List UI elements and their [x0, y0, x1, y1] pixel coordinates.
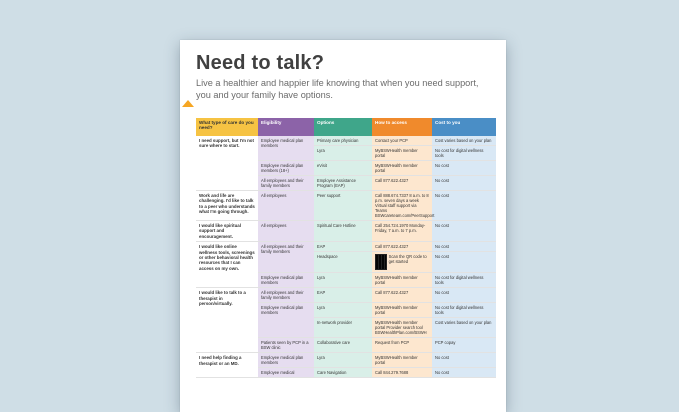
- cost-cell: Cost varies based on your plan: [432, 318, 496, 338]
- access-cell: [372, 252, 432, 273]
- table-row: [196, 191, 496, 221]
- cost-cell: No cost: [432, 221, 496, 242]
- option-cell: Collaborative care: [314, 338, 372, 353]
- cost-cell: No cost: [432, 353, 496, 368]
- option-cell: Peer support: [314, 191, 372, 221]
- option-cell: Lyra: [314, 273, 372, 288]
- table-row: [196, 242, 496, 252]
- eligibility-cell: Employee medical plan members: [258, 353, 314, 368]
- qr-instruction: Scan the QR code to get started: [388, 254, 427, 265]
- page-subtitle: Live a healthier and happier life knowing that when you need support, you and your family have options.: [196, 78, 479, 100]
- header-how-to-access: How to access: [372, 118, 432, 136]
- option-cell: EAP: [314, 288, 372, 303]
- access-cell: MyBSWHealth member portal: [372, 353, 432, 368]
- page-title: Need to talk?: [196, 52, 325, 74]
- access-cell: MyBSWHealth member portal: [372, 161, 432, 176]
- option-cell: Lyra: [314, 353, 372, 368]
- cost-cell: No cost for digital wellness tools: [432, 303, 496, 318]
- eligibility-cell: All employees and their family members: [258, 288, 314, 303]
- qr-code-icon[interactable]: [375, 254, 387, 270]
- care-need-cell: I need support, but I'm not sure where to start.: [196, 136, 258, 191]
- option-cell: Lyra: [314, 303, 372, 318]
- option-cell: Care Navigation: [314, 368, 372, 378]
- eligibility-cell: All employees: [258, 221, 314, 242]
- eligibility-cell: All employees and their family members: [258, 242, 314, 273]
- option-cell: Spiritual Care Hotline: [314, 221, 372, 242]
- cost-cell: No cost: [432, 176, 496, 191]
- header-care-type: What type of care do you need?: [196, 118, 258, 136]
- cost-cell: PCP copay: [432, 338, 496, 353]
- access-cell: Call 844.279.7688: [372, 368, 432, 378]
- care-options-table: [196, 118, 496, 378]
- cost-cell: No cost: [432, 288, 496, 303]
- accent-triangle-icon: [182, 100, 194, 107]
- cost-cell: No cost: [432, 242, 496, 252]
- option-cell: EAP: [314, 242, 372, 252]
- table-row: [196, 288, 496, 303]
- option-cell: eVisit: [314, 161, 372, 176]
- option-cell: Primary care physician: [314, 136, 372, 146]
- eligibility-cell: Employee medical plan members: [258, 303, 314, 338]
- care-need-cell: I need help finding a therapist or an MD.: [196, 353, 258, 378]
- cost-cell: No cost: [432, 252, 496, 273]
- table-header-row: [196, 118, 496, 136]
- option-cell: Lyra: [314, 146, 372, 161]
- care-need-cell: I would like spiritual support and encouragement.: [196, 221, 258, 242]
- table-row: [196, 136, 496, 146]
- eligibility-cell: Employee medical plan members: [258, 273, 314, 288]
- table-row: [196, 353, 496, 368]
- care-need-cell: I would like to talk to a therapist in person/virtually.: [196, 288, 258, 353]
- eligibility-cell: Employee medical: [258, 368, 314, 378]
- access-cell: Call 877.622.4327: [372, 176, 432, 191]
- access-cell: Contact your PCP: [372, 136, 432, 146]
- option-cell: In-network provider: [314, 318, 372, 338]
- cost-cell: No cost: [432, 191, 496, 221]
- access-cell: Call 877.622.4327: [372, 242, 432, 252]
- eligibility-cell: Employee medical plan members (18+): [258, 161, 314, 176]
- access-cell: MyBSWHealth member portal Provider search tool BSWHealthPlan.com/BSWH: [372, 318, 432, 338]
- eligibility-cell: All employees: [258, 191, 314, 221]
- access-cell: MyBSWHealth member portal: [372, 146, 432, 161]
- cost-cell: No cost: [432, 368, 496, 378]
- access-cell: MyBSWHealth member portal: [372, 273, 432, 288]
- header-options: Options: [314, 118, 372, 136]
- flyer-page: [180, 40, 506, 412]
- cost-cell: Cost varies based on your plan: [432, 136, 496, 146]
- table-row: [196, 221, 496, 242]
- eligibility-cell: All employees and their family members: [258, 176, 314, 191]
- cost-cell: No cost for digital wellness tools: [432, 146, 496, 161]
- cost-cell: No cost: [432, 161, 496, 176]
- access-cell: MyBSWHealth member portal: [372, 303, 432, 318]
- option-cell: Headspace: [314, 252, 372, 273]
- access-cell: Request from PCP: [372, 338, 432, 353]
- eligibility-cell: Employee medical plan members: [258, 136, 314, 161]
- eligibility-cell: Patients seen by PCP in a BSW clinic: [258, 338, 314, 353]
- header-eligibility: Eligibility: [258, 118, 314, 136]
- header-cost: Cost to you: [432, 118, 496, 136]
- care-need-cell: Work and life are challenging. I'd like to talk to a peer who understands what I'm going through.: [196, 191, 258, 221]
- cost-cell: No cost for digital wellness tools: [432, 273, 496, 288]
- option-cell: Employee Assistance Program (EAP): [314, 176, 372, 191]
- access-cell: Call 254.724.1970 Monday-Friday, 7 a.m. to 7 p.m.: [372, 221, 432, 242]
- access-cell: Call 888.674.7337 8 a.m. to 8 p.m. seven days a week Virtual staff support via Teams BSWcareteam.com/PeerSupport: [372, 191, 432, 221]
- access-cell: Call 877.622.4327: [372, 288, 432, 303]
- care-need-cell: I would like online wellness tools, screenings or other behavioral health resources that I can access on my own.: [196, 242, 258, 288]
